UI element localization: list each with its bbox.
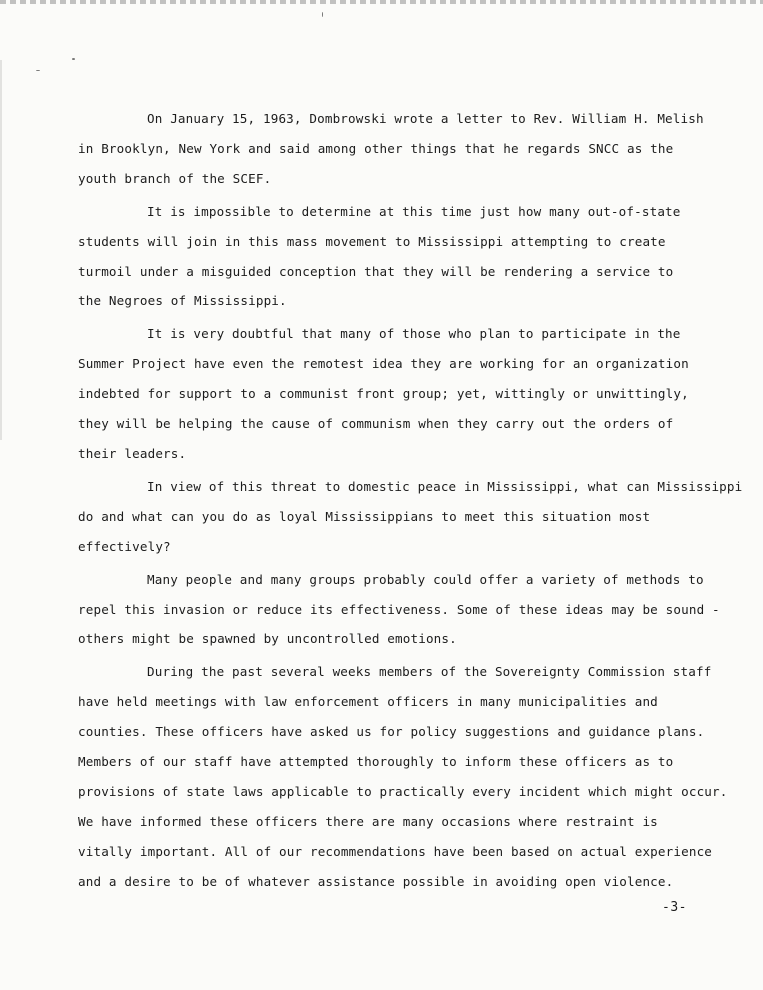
paragraph xyxy=(78,472,743,562)
text-line: provisions of state laws applicable to practically every incident which might occur. xyxy=(78,783,728,799)
text-line: counties. These officers have asked us for policy suggestions and guidance plans. xyxy=(78,724,705,740)
text-line: their leaders. xyxy=(78,445,187,461)
text-line: In view of this threat to domestic peace in Mississippi, what can Mississippi xyxy=(147,478,743,494)
scan-speck xyxy=(36,70,40,71)
text-line: It is impossible to determine at this time just how many out-of-state xyxy=(147,203,681,219)
text-line: they will be helping the cause of communism when they carry out the orders of xyxy=(78,416,674,432)
text-line: Many people and many groups probably could offer a variety of methods to xyxy=(147,571,704,587)
paragraph xyxy=(78,565,738,655)
scan-speck xyxy=(322,12,323,17)
text-line: repel this invasion or reduce its effectiveness. Some of these ideas may be sound - xyxy=(78,601,720,617)
text-line: in Brooklyn, New York and said among other things that he regards SNCC as the xyxy=(78,140,674,156)
text-line: It is very doubtful that many of those who plan to participate in the xyxy=(147,326,681,342)
paragraph xyxy=(78,104,738,194)
text-line: students will join in this mass movement to Mississippi attempting to create xyxy=(78,233,666,249)
scan-speck xyxy=(72,58,75,60)
page-number: -3- xyxy=(662,900,687,915)
text-line: and a desire to be of whatever assistance possible in avoiding open violence. xyxy=(78,873,674,889)
text-line: indebted for support to a communist front group; yet, wittingly or unwittingly, xyxy=(78,386,689,402)
paragraph xyxy=(78,197,738,317)
text-line: Summer Project have even the remotest idea they are working for an organization xyxy=(78,356,689,372)
scan-left-edge xyxy=(0,60,2,440)
document-body xyxy=(78,104,743,900)
text-line: turmoil under a misguided conception that they will be rendering a service to xyxy=(78,263,674,279)
text-line: Members of our staff have attempted thoroughly to inform these officers as to xyxy=(78,754,674,770)
text-line: do and what can you do as loyal Mississippians to meet this situation most xyxy=(78,508,651,524)
paragraph xyxy=(78,319,738,469)
text-line: On January 15, 1963, Dombrowski wrote a letter to Rev. William H. Melish xyxy=(147,111,704,126)
text-line: vitally important. All of our recommendations have been based on actual experience xyxy=(78,843,713,859)
scan-top-edge xyxy=(0,0,763,4)
text-line: We have informed these officers there are many occasions where restraint is xyxy=(78,813,658,829)
text-line: others might be spawned by uncontrolled emotions. xyxy=(78,631,457,647)
paragraph xyxy=(78,657,738,896)
text-line: youth branch of the SCEF. xyxy=(78,170,272,186)
text-line: the Negroes of Mississippi. xyxy=(78,293,287,309)
text-line: effectively? xyxy=(78,538,171,554)
text-line: have held meetings with law enforcement officers in many municipalities and xyxy=(78,694,658,710)
text-line: During the past several weeks members of the Sovereignty Commission staff xyxy=(147,664,712,680)
